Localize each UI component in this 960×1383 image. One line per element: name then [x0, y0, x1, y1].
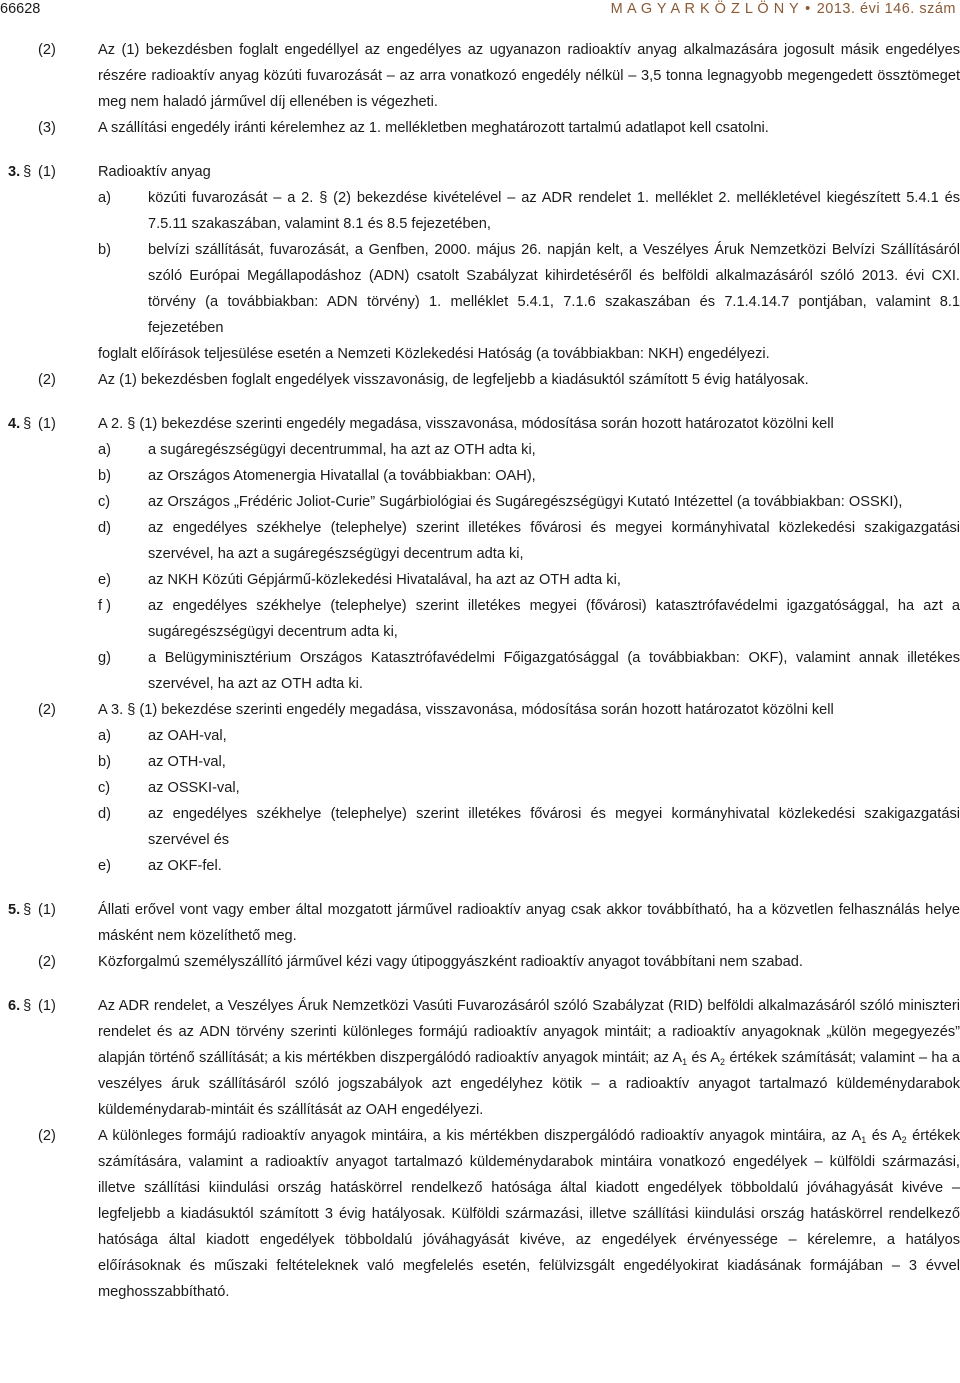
subscript: 1	[682, 1057, 688, 1067]
s2-paragraph-3	[38, 115, 960, 141]
paragraph-text: Az (1) bekezdésben foglalt engedéllyel az engedélyes az ugyanazon radioaktív anyag alkalmazására jogosult másik engedélyes részére radioaktív anyag közúti fuvarozását – az arra vonatkozó engedély nélkül – 3,5 tonna legnagyobb megengedett össztömeget meg nem haladó járművel díj ellenében is végezheti.	[98, 42, 960, 110]
list-item	[98, 723, 960, 749]
paragraph-tail: foglalt előírások teljesülése esetén a Nemzeti Közlekedési Hatóság (a továbbiakban: NKH) engedélyezi.	[98, 346, 770, 362]
item-text: az OAH-val,	[148, 728, 227, 744]
item-text: az engedélyes székhelye (telephelye) szerint illetékes fővárosi és megyei kormányhivatal közlekedési szakigazgatási szervével és	[148, 806, 960, 848]
list-item	[98, 853, 960, 879]
section-6-paragraph-2	[38, 1123, 960, 1305]
item-label: b)	[98, 242, 111, 258]
paragraph-number: (1)	[38, 998, 56, 1014]
page-number: 66628	[0, 1, 41, 17]
s4-p2-items	[98, 723, 960, 879]
section-4-paragraph-2	[38, 697, 960, 723]
item-label: e)	[98, 572, 111, 588]
list-item	[98, 801, 960, 853]
item-label: e)	[98, 858, 111, 874]
journal-title	[611, 0, 956, 22]
list-item	[98, 567, 960, 593]
section-sign: §	[23, 164, 32, 180]
item-label: f )	[98, 598, 111, 614]
paragraph-text: A 3. § (1) bekezdése szerinti engedély megadása, visszavonása, módosítása során hozott határozatot közölni kell	[98, 702, 834, 718]
section-number-value: 5.	[8, 902, 21, 918]
item-label: g)	[98, 650, 111, 666]
item-label: a)	[98, 190, 111, 206]
section-number	[8, 159, 38, 185]
s4-p1-items	[98, 437, 960, 697]
paragraph-number: (2)	[38, 42, 56, 58]
item-text: az engedélyes székhelye (telephelye) szerint illetékes fővárosi és megyei kormányhivatal közlekedési szakigazgatási szervével, ha azt a sugáregészségügyi decentrum adta ki,	[148, 520, 960, 562]
item-label: b)	[98, 754, 111, 770]
list-item	[98, 237, 960, 341]
subscript: 2	[901, 1135, 907, 1145]
subscript: 2	[720, 1057, 726, 1067]
paragraph-text: Állati erővel vont vagy ember által mozgatott járművel radioaktív anyag csak akkor továbbítható, ha a közvetlen felhasználás helye másként nem közelíthető meg.	[98, 902, 960, 944]
section-number-value: 3.	[8, 164, 21, 180]
item-text: az Országos Atomenergia Hivatallal (a továbbiakban: OAH),	[148, 468, 536, 484]
paragraph-number: (1)	[38, 902, 56, 918]
document-body	[8, 37, 960, 1305]
section-5-paragraph-1	[8, 897, 960, 949]
section-sign: §	[23, 416, 32, 432]
item-label: d)	[98, 520, 111, 536]
item-text: az OSSKI-val,	[148, 780, 240, 796]
item-text: a sugáregészségügyi decentrummal, ha azt az OTH adta ki,	[148, 442, 536, 458]
section-number	[8, 897, 38, 923]
item-label: c)	[98, 494, 111, 510]
list-item	[98, 489, 960, 515]
list-item	[98, 185, 960, 237]
s2-paragraph-2	[38, 37, 960, 115]
section-5-paragraph-2	[38, 949, 960, 975]
text-run: értékek számítását; valamint – ha a veszélyes áruk szállításáról szóló jogszabályok azt engedélyhez kötik – a radioaktív anyagot tartalmazó küldeménydarabok küldeménydarab-mintáit és szállítását az OAH engedélyezi.	[98, 1050, 960, 1118]
page-header	[0, 0, 960, 18]
paragraph-text: A 2. § (1) bekezdése szerinti engedély megadása, visszavonása, módosítása során hozott határozatot közölni kell	[98, 416, 834, 432]
text-run: és A	[687, 1050, 721, 1066]
item-text: az Országos „Frédéric Joliot-Curie” Sugárbiológiai és Sugáregészségügyi Kutató Intézettel (a továbbiakban: OSSKI),	[148, 494, 903, 510]
item-label: b)	[98, 468, 111, 484]
list-item	[98, 749, 960, 775]
item-label: c)	[98, 780, 111, 796]
list-item	[98, 645, 960, 697]
item-text: közúti fuvarozását – a 2. § (2) bekezdése kivételével – az ADR rendelet 1. melléklet 2. mellékletével kiegészített 5.4.1 és 7.5.11 szakaszában, valamint 8.1 és 8.5 fejezetében,	[148, 190, 960, 232]
paragraph-number: (2)	[38, 954, 56, 970]
item-text: az OTH-val,	[148, 754, 226, 770]
s3-items	[98, 185, 960, 367]
item-label: a)	[98, 442, 111, 458]
list-item	[98, 437, 960, 463]
item-text: belvízi szállítását, fuvarozását, a Genfben, 2000. május 26. napján kelt, a Veszélyes Áruk Nemzetközi Belvízi Szállításáról szóló Európai Megállapodáshoz (ADN) csatolt Szabályzat kihirdetéséről és belföldi alkalmazásáról szóló 2013. évi CXI. törvény (a továbbiakban: ADN törvény) 1. melléklet 5.4.1, 7.1.6 szakaszában és 7.1.4.14.7 pontjában, valamint 8.1 fejezetében	[148, 242, 960, 336]
list-item	[98, 775, 960, 801]
item-text: az engedélyes székhelye (telephelye) szerint illetékes megyei (fővárosi) katasztrófavédelmi igazgatósággal, ha azt a sugáregészségügyi decentrum adta ki,	[148, 598, 960, 640]
list-item	[98, 593, 960, 645]
paragraph-text: Közforgalmú személyszállító járművel kézi vagy útipoggyászként radioaktív anyagot továbbítani nem szabad.	[98, 954, 803, 970]
paragraph-text: Radioaktív anyag	[98, 164, 211, 180]
header-bullet: •	[805, 1, 811, 17]
subscript: 1	[861, 1135, 867, 1145]
text-run: és A	[866, 1128, 902, 1144]
item-text: az NKH Közúti Gépjármű-közlekedési Hivatalával, ha azt az OTH adta ki,	[148, 572, 621, 588]
section-sign: §	[23, 998, 32, 1014]
item-label: a)	[98, 728, 111, 744]
text-run: A különleges formájú radioaktív anyagok mintáira, a kis mértékben diszpergálódó radioaktív anyagok mintáira, az A	[98, 1128, 862, 1144]
section-3-paragraph-1	[8, 159, 960, 185]
section-number-value: 4.	[8, 416, 21, 432]
list-item	[98, 463, 960, 489]
journal-name: M A G Y A R K Ö Z L Ö N Y	[610, 1, 800, 17]
paragraph-text: A szállítási engedély iránti kérelemhez az 1. mellékletben meghatározott tartalmú adatlapot kell csatolni.	[98, 120, 769, 136]
section-sign: §	[23, 902, 32, 918]
paragraph-number: (2)	[38, 372, 56, 388]
section-number-value: 6.	[8, 998, 21, 1014]
paragraph-number: (2)	[38, 702, 56, 718]
text-run: értékek számítására, valamint a radioaktív anyagot tartalmazó küldeménydarabok mintáira vonatkozó engedélyek – külföldi származási, illetve szállítási kiindulási ország hatáskörrel rendelkező hatósága által kiadott engedélyek többoldalú jóváhagyását kivéve – legfeljebb a kiadásuktól számított 3 évig hatályosak. Külföldi származási, illetve szállítási kiindulási ország hatáskörrel rendelkező hatósága által kiadott engedélyek többoldalú jóváhagyását kivéve, az engedélyek érvényessége – kérelemre, a hatályos előírásoknak és műszaki feltételeknek való megfelelés esetén, felülvizsgált engedélyokirat kiadásának formájában – 3 évvel meghosszabbítható.	[98, 1128, 960, 1300]
item-text: a Belügyminisztérium Országos Katasztrófavédelmi Főigazgatósággal (a továbbiakban: OKF), valamint annak illetékes szervével, ha azt az OTH adta ki.	[148, 650, 960, 692]
paragraph-number: (1)	[38, 164, 56, 180]
section-4-paragraph-1	[8, 411, 960, 437]
section-number	[8, 411, 38, 437]
paragraph-text	[98, 1123, 960, 1305]
section-6-paragraph-1	[8, 993, 960, 1123]
paragraph-number: (3)	[38, 120, 56, 136]
text-run: Az ADR rendelet, a Veszélyes Áruk Nemzetközi Vasúti Fuvarozásáról szóló Szabályzat (RID) belföldi alkalmazásáról szóló miniszteri rendelet és az ADN törvény szerinti különleges formájú radioaktív anyagok mintáit; a radioaktív anyagoknak „külön megegyezés” alapján történő szállítását; a kis mértékben diszpergálódó radioaktív anyagok mintáit; az A	[98, 998, 960, 1066]
section-number	[8, 993, 38, 1019]
paragraph-number: (2)	[38, 1128, 56, 1144]
list-item	[98, 515, 960, 567]
item-text: az OKF-fel.	[148, 858, 222, 874]
paragraph-text	[98, 993, 960, 1123]
section-3-paragraph-2	[38, 367, 960, 393]
item-label: d)	[98, 806, 111, 822]
issue-number: 2013. évi 146. szám	[816, 1, 956, 17]
paragraph-text: Az (1) bekezdésben foglalt engedélyek visszavonásig, de legfeljebb a kiadásuktól számított 5 évig hatályosak.	[98, 372, 809, 388]
paragraph-number: (1)	[38, 416, 56, 432]
